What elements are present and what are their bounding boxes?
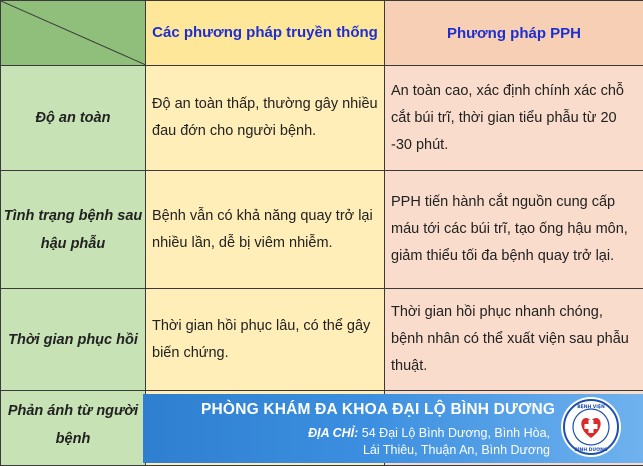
cell-pph: An toàn cao, xác định chính xác chỗ cắt búi trĩ, thời gian tiểu phẫu từ 20 -30 phút.	[385, 66, 643, 171]
logo-lettering: BỆNH VIỆN	[577, 402, 605, 410]
header-traditional: Các phương pháp truyền thống	[146, 1, 385, 66]
clinic-banner	[143, 394, 643, 463]
table-row	[1, 171, 643, 289]
clinic-address-line2: Lái Thiêu, Thuận An, Bình Dương	[143, 443, 550, 457]
corner-cell	[1, 1, 146, 66]
cell-traditional: Thời gian hồi phục lâu, có thể gây biến chứng.	[146, 289, 385, 391]
cell-traditional: Độ an toàn thấp, thường gây nhiều đau đớn cho người bệnh.	[146, 66, 385, 171]
cell-pph: Thời gian hồi phục nhanh chóng, bệnh nhân có thể xuất viện sau phẫu thuật.	[385, 289, 643, 391]
row-label-recovery: Thời gian phục hồi	[1, 289, 146, 391]
table-row	[1, 66, 643, 171]
address-label: ĐỊA CHỈ:	[308, 426, 358, 440]
cell-pph: PPH tiến hành cắt nguồn cung cấp máu tới các búi trĩ, tạo ống hậu môn, giảm thiểu tối đa bệnh quay trở lại.	[385, 171, 643, 289]
row-label-feedback: Phản ánh từ người bệnh	[1, 391, 146, 466]
header-pph: Phương pháp PPH	[385, 1, 643, 66]
clinic-name: PHÒNG KHÁM ĐA KHOA ĐẠI LỘ BÌNH DƯƠNG	[201, 401, 555, 419]
clinic-address-line1	[143, 426, 550, 440]
cell-traditional: Bệnh vẫn có khả năng quay trở lại nhiều lần, dễ bị viêm nhiễm.	[146, 171, 385, 289]
clinic-logo	[560, 396, 622, 458]
logo-lettering: BÌNH DƯƠNG	[574, 445, 607, 453]
diagonal-divider	[1, 1, 146, 65]
address-text: 54 Đại Lộ Bình Dương, Bình Hòa,	[362, 426, 550, 440]
table-row	[1, 289, 643, 391]
row-label-postop: Tình trạng bệnh sau hậu phẫu	[1, 171, 146, 289]
row-label-safety: Độ an toàn	[1, 66, 146, 171]
header-row	[1, 1, 643, 66]
